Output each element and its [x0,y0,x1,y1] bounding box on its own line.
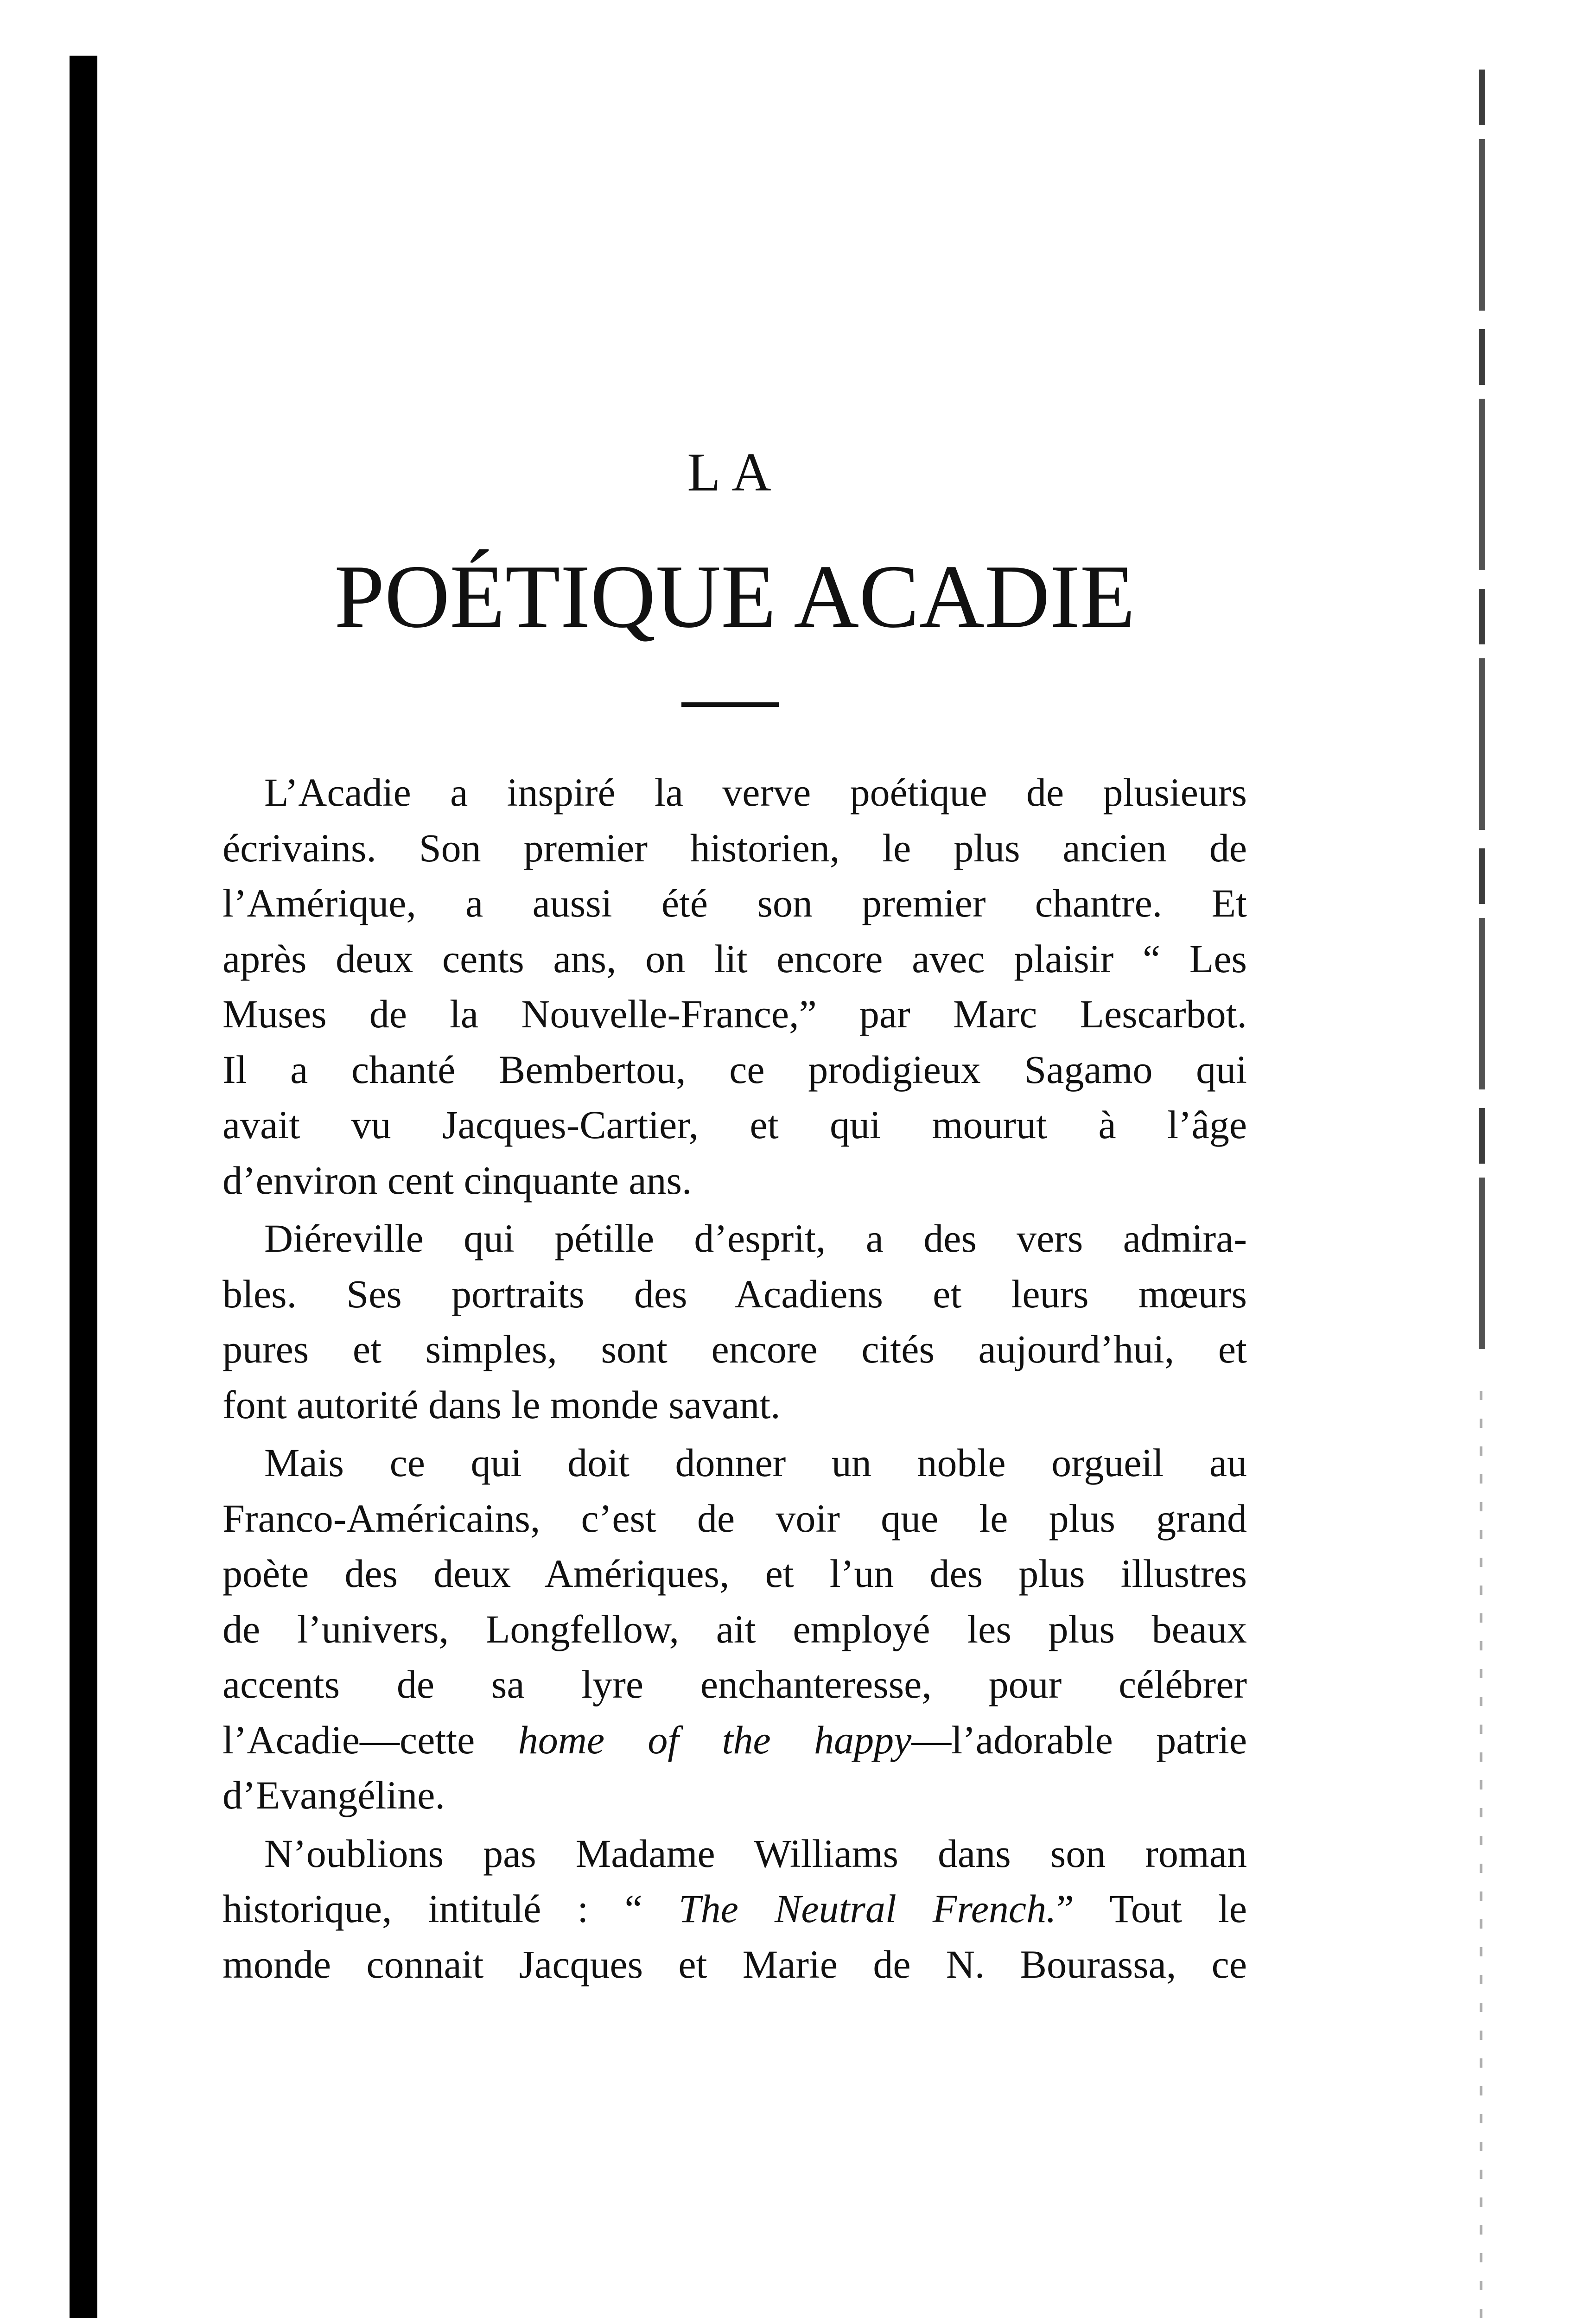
text-line: pures et simples, sont encore cités aujourd’hui, et [223,1327,1247,1371]
title-rule [681,702,779,707]
paragraph [223,1435,1247,1823]
text-line: poète des deux Amériques, et l’un des plus illustres [223,1551,1247,1596]
text-line [223,1713,1247,1768]
text-line: Muses de la Nouvelle-France,” par Marc Lescarbot. [223,992,1247,1036]
text-run: l’Acadie—cette [223,1717,518,1762]
text-line: N’oublions pas Madame Williams dans son roman [264,1831,1247,1876]
heading-article: LA [687,442,782,503]
text-line: accents de sa lyre enchanteresse, pour célébrer [223,1662,1247,1707]
text-line: écrivains. Son premier historien, le plus ancien de [223,825,1247,870]
text-line: Diéreville qui pétille d’esprit, a des vers admira- [264,1216,1247,1261]
page-binding-edge [70,56,97,2318]
text-line: bles. Ses portraits des Acadiens et leurs mœurs [223,1271,1247,1316]
text-line: Franco-Américains, c’est de voir que le plus grand [223,1496,1247,1541]
text-line: après deux cents ans, on lit encore avec plaisir “ Les [223,936,1247,981]
text-line: font autorité dans le monde savant. [223,1382,781,1427]
text-line: l’Amérique, a aussi été son premier chantre. Et [223,881,1247,925]
paragraph [223,1211,1247,1433]
italic-title: The Neutral French. [678,1886,1056,1931]
text-line: d’Evangéline. [223,1773,445,1817]
italic-title: home of the happy [518,1717,912,1762]
text-run: historique, intitulé : “ [223,1886,679,1931]
text-line: d’environ cent cinquante ans. [223,1158,692,1203]
body-text [223,765,1247,1992]
page-right-edge-marks-lower [1480,1391,1482,2318]
text-line: L’Acadie a inspiré la verve poétique de plusieurs [264,770,1247,815]
text-line [223,1881,1247,1937]
text-run: —l’adorable patrie [911,1717,1247,1762]
page-right-edge-marks [1479,70,1485,1368]
paragraph [223,765,1247,1208]
text-line: Mais ce qui doit donner un noble orgueil au [264,1440,1247,1485]
text-line: Il a chanté Bembertou, ce prodigieux Sagamo qui [223,1047,1247,1092]
text-line: monde connait Jacques et Marie de N. Bourassa, ce [223,1942,1247,1987]
paragraph [223,1826,1247,1993]
text-line: avait vu Jacques-Cartier, et qui mourut à l’âge [223,1102,1247,1147]
text-run: ” Tout le [1056,1886,1247,1931]
text-line: de l’univers, Longfellow, ait employé les plus beaux [223,1606,1247,1651]
page-title: POÉTIQUE ACADIE [334,547,1135,647]
